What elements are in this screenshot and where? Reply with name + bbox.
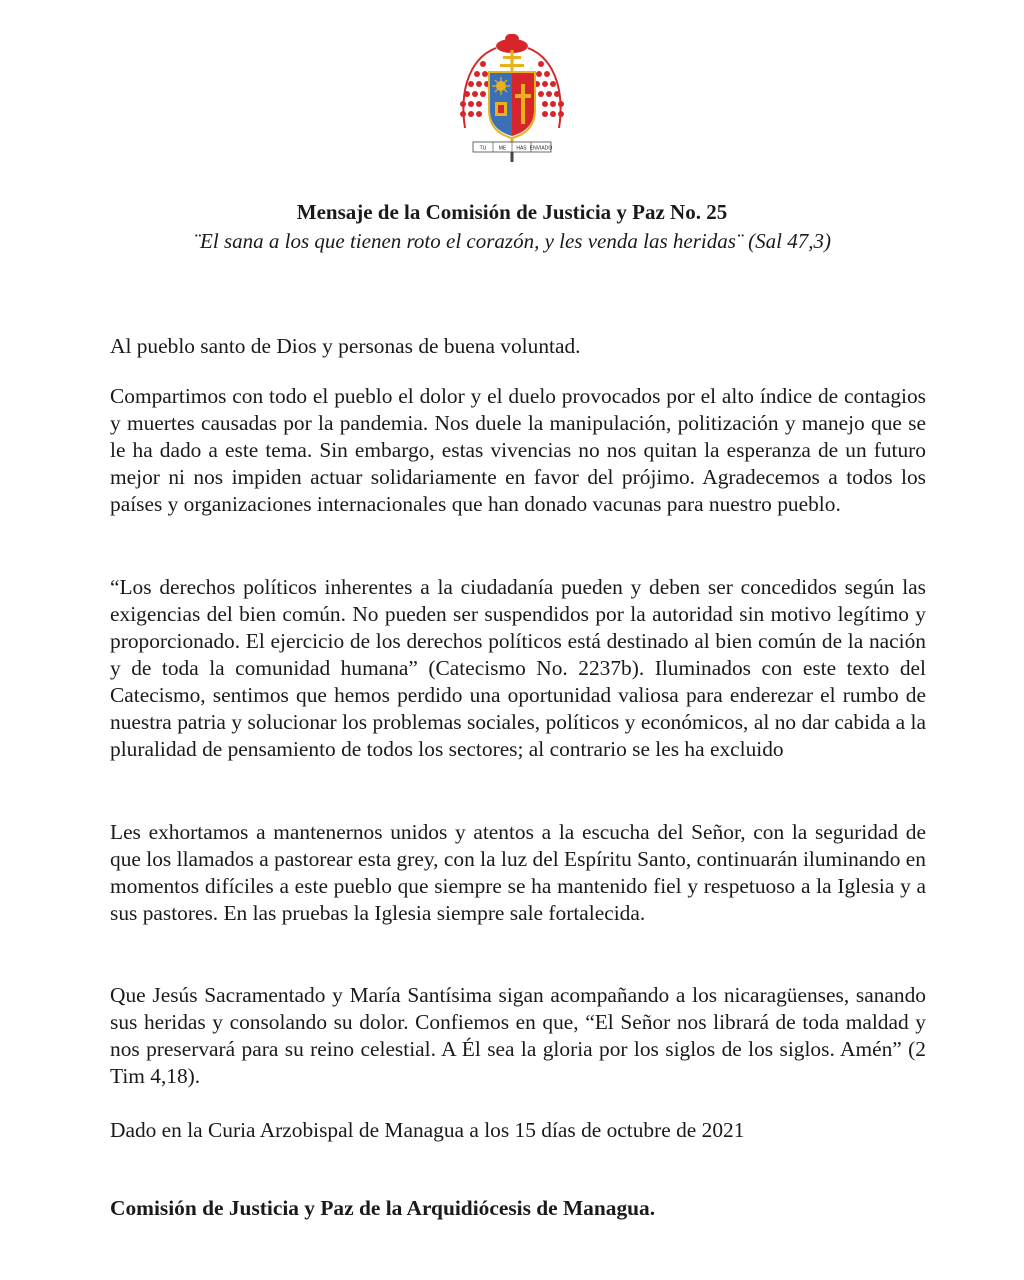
paragraph: Les exhortamos a mantenernos unidos y atentos a la escucha del Señor, con la seguridad de que los llamados a pastorear esta grey, con la luz del Espíritu Santo, continuarán iluminando en momentos difíciles a este pueblo que siempre se ha mantenido fiel y respetuoso a la Iglesia y a sus pastores. En las pruebas la Iglesia siempre sale fortalecida. [110,820,926,925]
cardinal-coat-of-arms-icon [455,32,569,164]
motto-word: ENVIADO [529,145,553,152]
document-title: Mensaje de la Comisión de Justicia y Paz No. 25 [296,200,728,224]
motto-word: ME [498,145,507,152]
paragraph: Que Jesús Sacramentado y María Santísima sigan acompañando a los nicaragüenses, sanando sus heridas y consolando su dolor. Confiemos en que, “El Señor nos librará de toda maldad y nos preservará para su reino celestial. A Él sea la gloria por los siglos de los siglos. Amén” (2 Tim 4,18). [110,983,926,1088]
motto-word: HAS [516,145,527,152]
paragraph: “Los derechos políticos inherentes a la ciudadanía pueden y deben ser concedidos según las exigencias del bien común. No pueden ser suspendidos por la autoridad sin motivo legítimo y proporcionado. El ejercicio de los derechos políticos está destinado al bien común de la nación y de toda la comunidad humana” (Catecismo No. 2237b). Iluminados con este texto del Catecismo, sentimos que hemos perdido una oportunidad valiosa para enderezar el rumbo de nuestra patria y solucionar los problemas sociales, políticos y económicos, al no dar cabida a la pluralidad de pensamiento de todos los sectores; al contrario se les ha excluido [110,575,926,761]
motto-word: TU [479,145,487,152]
greeting: Al pueblo santo de Dios y personas de buena voluntad. [110,334,581,358]
date-line: Dado en la Curia Arzobispal de Managua a los 15 días de octubre de 2021 [110,1118,745,1142]
paragraph: Compartimos con todo el pueblo el dolor y el duelo provocados por el alto índice de contagios y muertes causadas por la pandemia. Nos duele la manipulación, politización y manejo que se le ha dado a este tema. Sin embargo, estas vivencias no nos quitan la esperanza de un futuro mejor ni nos impiden actuar solidariamente en favor del prójimo. Agradecemos a todos los países y organizaciones internacionales que han donado vacunas para nuestro pueblo. [110,384,926,516]
document-subtitle: ¨El sana a los que tienen roto el corazón, y les venda las heridas¨ (Sal 47,3) [193,229,831,253]
signature: Comisión de Justicia y Paz de la Arquidiócesis de Managua. [110,1196,656,1220]
